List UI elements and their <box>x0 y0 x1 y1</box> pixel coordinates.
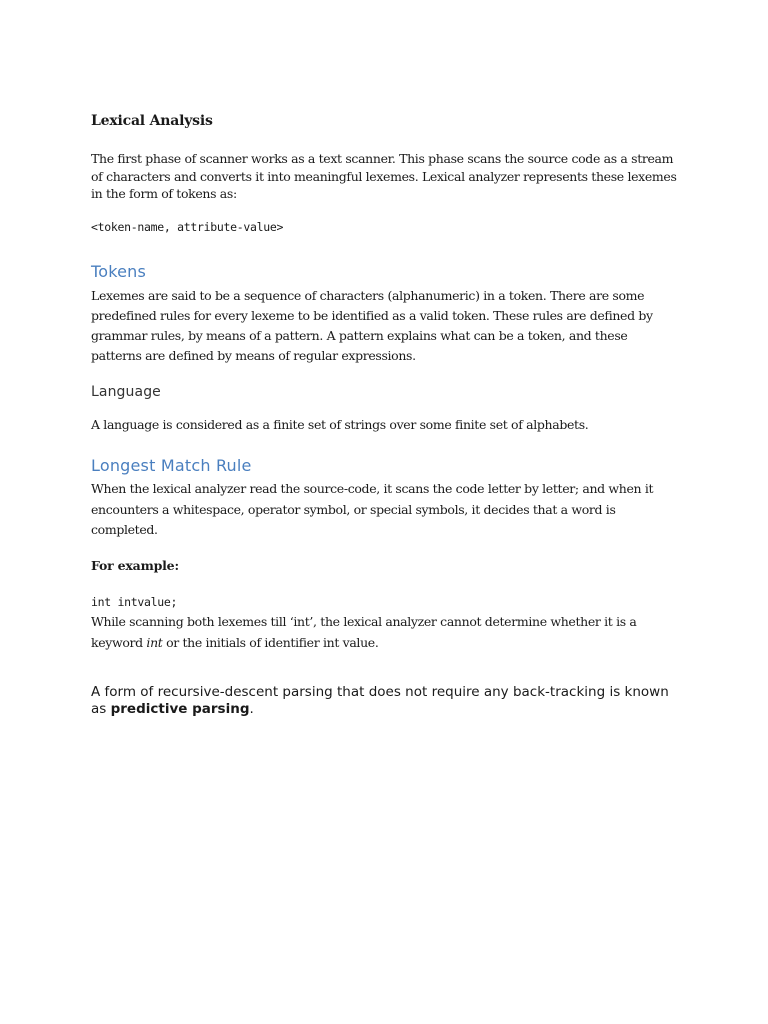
example-code: int intvalue; <box>91 595 178 609</box>
example-keyword-italic: int <box>146 635 163 650</box>
tokens-paragraph: Lexemes are said to be a sequence of characters (alphanumeric) in a token. There are some predefined rules for every lexeme to be identified as a valid token. These rules are defined by grammar rules, by means of a pattern. A pattern explains what can be a token, and these patterns are defined by means of regular expressions. <box>91 288 653 363</box>
intro-paragraph: The first phase of scanner works as a text scanner. This phase scans the source code as a stream of characters and converts it into meaningful lexemes. Lexical analyzer represents these lexemes in the form of tokens as: <box>91 151 677 201</box>
document-page <box>91 0 691 1024</box>
example-text-start: While scanning both lexemes till ‘int’, the lexical analyzer cannot determine whether it is a keyword <box>91 614 637 650</box>
longest-match-heading: Longest Match Rule <box>91 456 252 475</box>
example-text-end: or the initials of identifier int value. <box>162 635 379 650</box>
final-text-end: . <box>249 701 254 717</box>
tokens-heading: Tokens <box>91 262 147 281</box>
example-paragraph <box>91 611 681 653</box>
final-text-start: A form of recursive-descent parsing that does not require any back-tracking is known as <box>91 684 669 717</box>
for-example-label: For example: <box>91 558 179 573</box>
language-paragraph: A language is considered as a finite set of strings over some finite set of alphabets. <box>91 417 589 432</box>
predictive-parsing-term: predictive parsing <box>110 701 250 717</box>
token-format-code: <token-name, attribute-value> <box>91 220 284 234</box>
document-title: Lexical Analysis <box>91 113 213 129</box>
predictive-parsing-paragraph <box>91 684 681 718</box>
longest-match-paragraph: When the lexical analyzer read the source-code, it scans the code letter by letter; and when it encounters a whitespace, operator symbol, or special symbols, it decides that a word is completed. <box>91 481 654 537</box>
language-heading: Language <box>91 384 161 400</box>
